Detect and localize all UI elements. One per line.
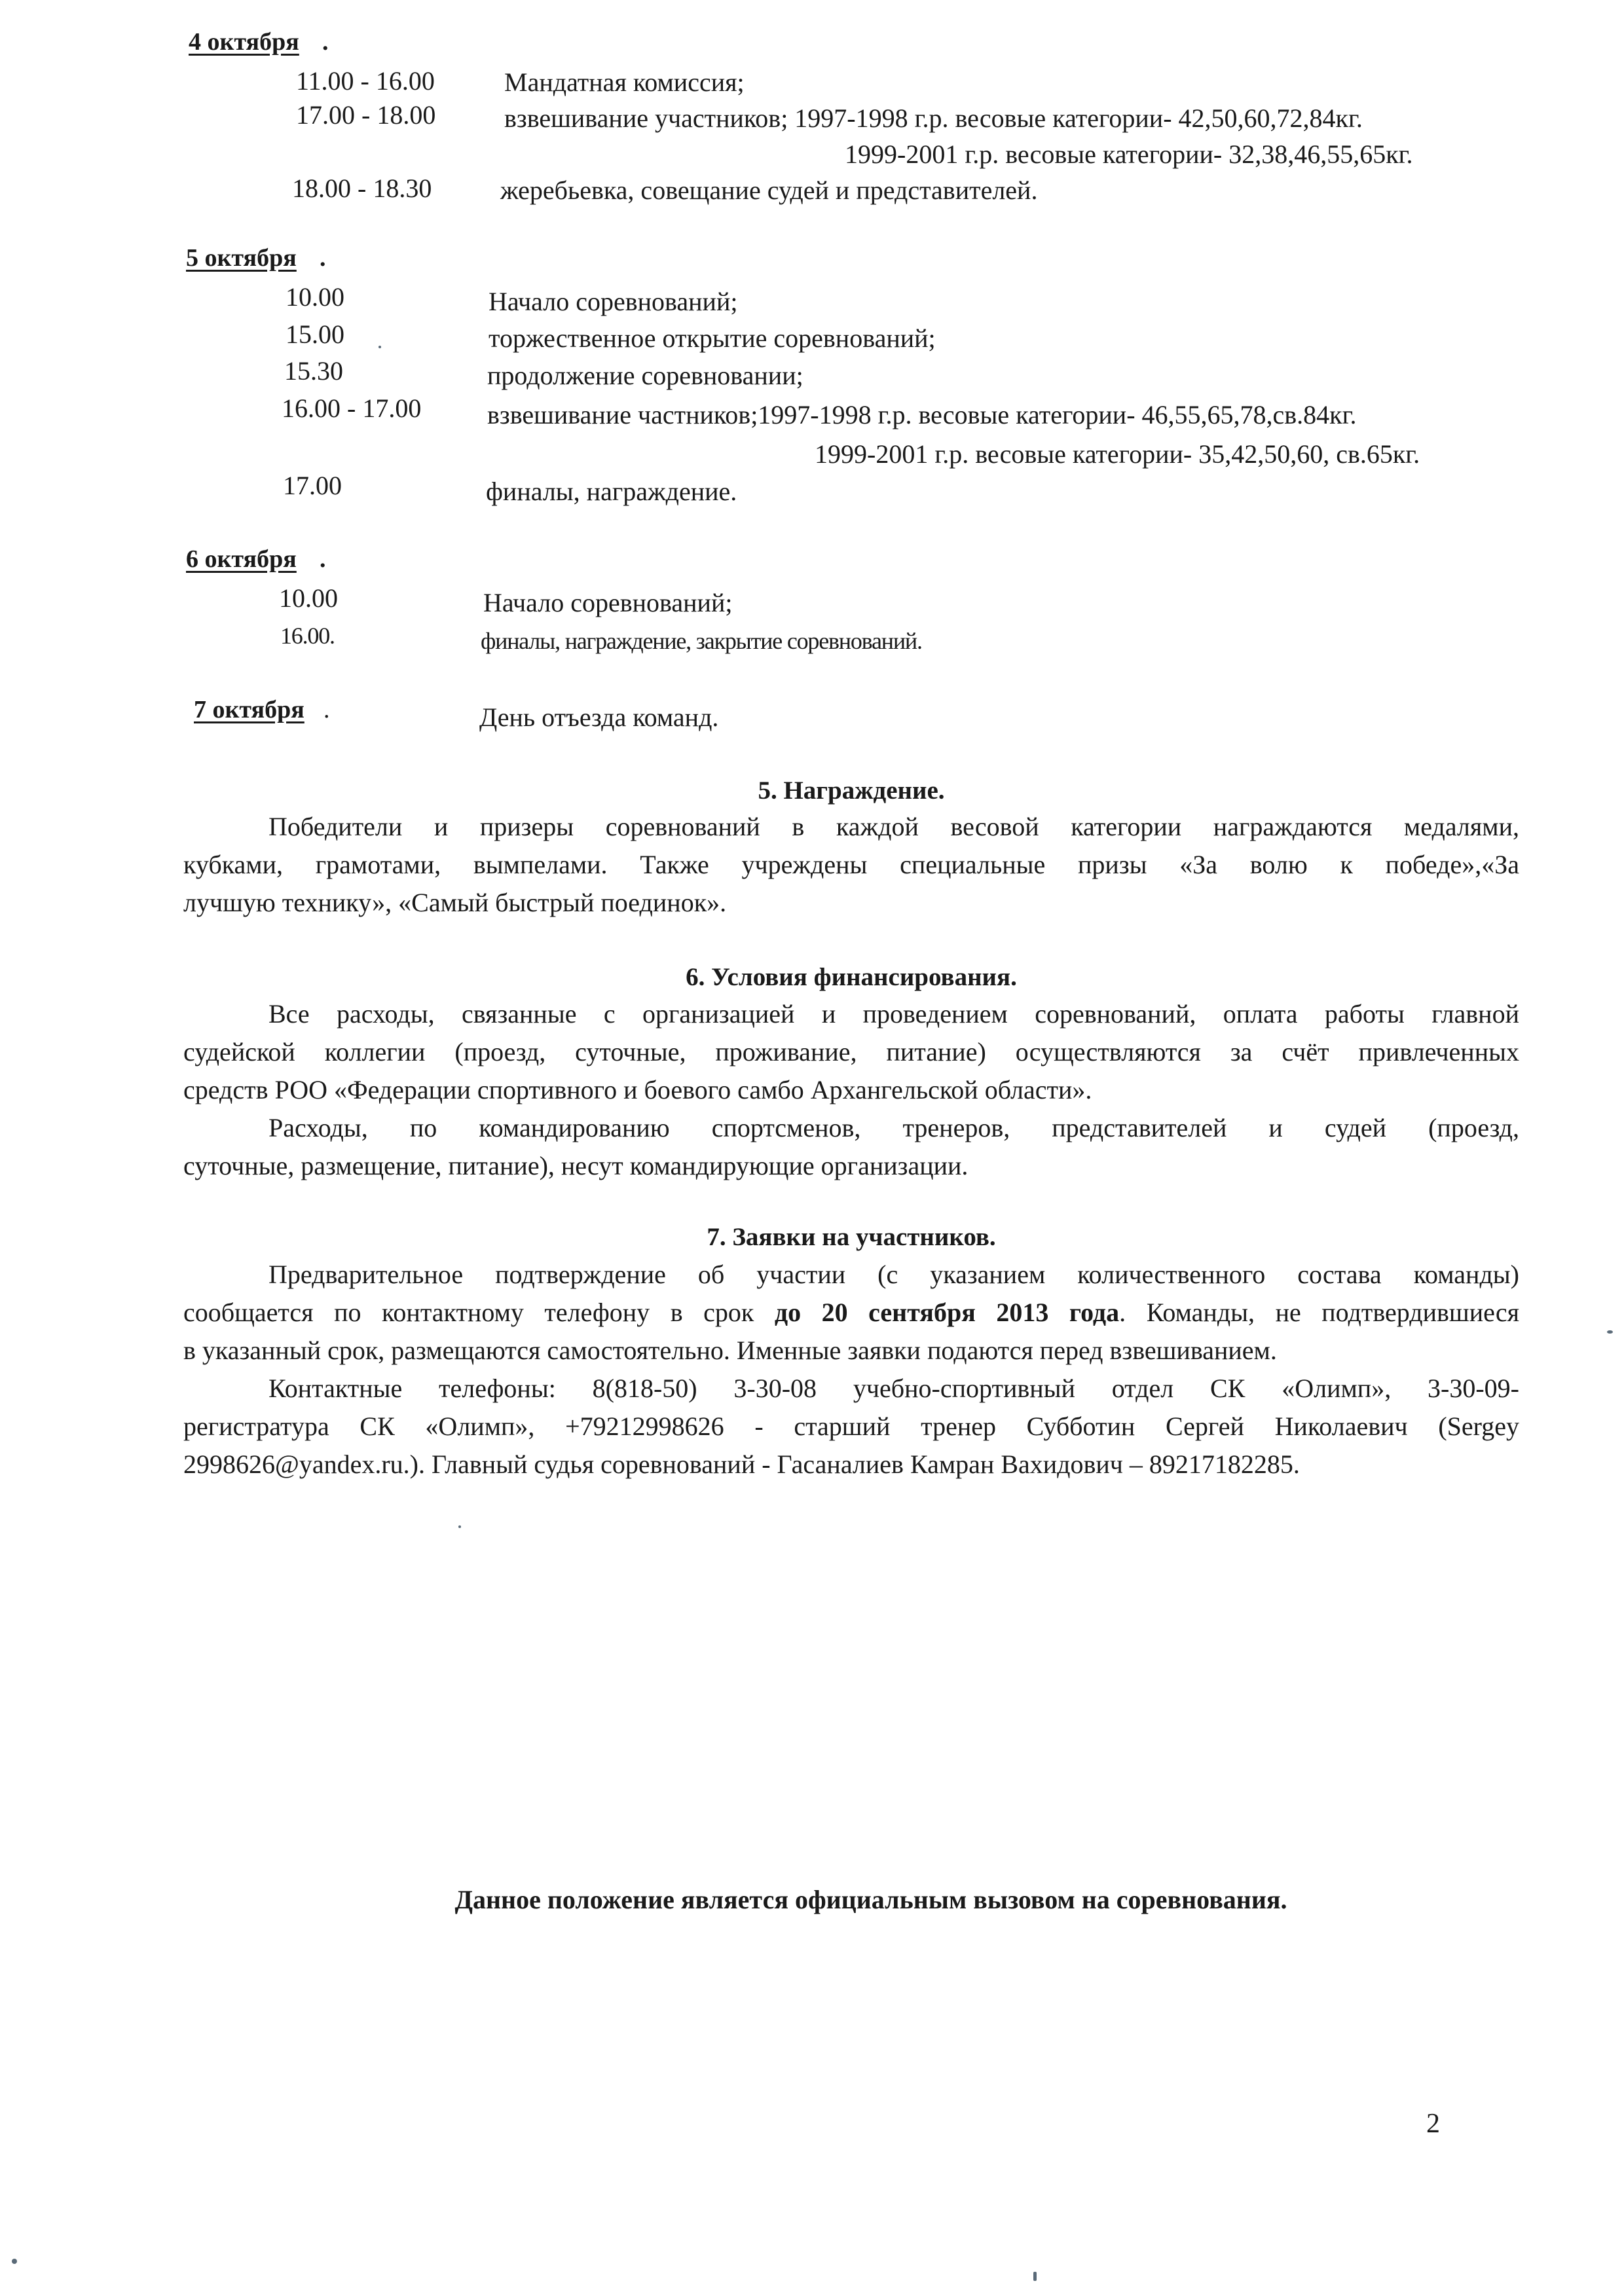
text-line: кубками, грамотами, вымпелами. Также учреждены специальные призы «За волю к победе»,«За — [183, 850, 1519, 879]
day-heading-oct-5: 5 октября — [186, 244, 297, 272]
schedule-time: 17.00 - 18.00 — [296, 100, 436, 130]
schedule-event: торжественное открытие соревнований; — [489, 323, 936, 353]
schedule-event: День отъезда команд. — [479, 702, 719, 732]
day-heading-dot: . — [323, 696, 330, 723]
schedule-time: 15.30 — [284, 356, 343, 386]
day-heading-dot: . — [320, 244, 326, 272]
schedule-event: продолжение соревновании; — [487, 361, 803, 390]
scan-speck — [12, 2259, 17, 2264]
section-6-paragraph-1 — [183, 995, 1519, 1109]
text-line — [183, 1294, 1519, 1332]
text-line: Расходы, по командированию спортсменов, тренеров, представителей и судей (проезд, — [268, 1113, 1519, 1142]
scan-speck — [1033, 2272, 1037, 2281]
schedule-time: 15.00 — [286, 319, 344, 349]
section-7-paragraph-2 — [183, 1370, 1519, 1484]
text-line: регистратура СК «Олимп», +79212998626 - старший тренер Субботин Сергей Николаевич (Sergey — [183, 1412, 1519, 1441]
schedule-event: Начало соревнований; — [483, 588, 733, 617]
schedule-time: 16.00 - 17.00 — [282, 393, 422, 423]
schedule-time: 10.00 — [279, 583, 338, 613]
text-line: 2998626@yandex.ru.). Главный судья соревнований - Гасаналиев Камран Вахидович – 89217182285. — [183, 1449, 1300, 1479]
day-heading-dot: . — [322, 28, 329, 56]
schedule-event: Мандатная комиссия; — [504, 67, 745, 97]
schedule-event: 1999-2001 г.р. весовые категории- 32,38,46,55,65кг. — [845, 139, 1413, 169]
schedule-event: Начало соревнований; — [489, 287, 738, 316]
schedule-event: жеребьевка, совещание судей и представителей. — [500, 175, 1038, 205]
section-7-title: 7. Заявки на участников. — [707, 1223, 996, 1251]
text-line: суточные, размещение, питание), несут командирующие организации. — [183, 1151, 969, 1180]
section-6-title: 6. Условия финансирования. — [686, 963, 1017, 991]
schedule-event: взвешивание участников; 1997-1998 г.р. весовые категории- 42,50,60,72,84кг. — [504, 103, 1363, 133]
scan-speck — [1607, 1330, 1613, 1334]
scan-speck — [458, 1525, 461, 1528]
schedule-event: взвешивание частников;1997-1998 г.р. весовые категории- 46,55,65,78,св.84кг. — [487, 400, 1357, 429]
text-line: Победители и призеры соревнований в каждой весовой категории награждаются медалями, — [268, 812, 1519, 841]
schedule-event: финалы, награждение. — [486, 477, 737, 506]
official-call-note: Данное положение является официальным вызовом на соревнования. — [454, 1885, 1287, 1914]
day-heading-dot: . — [320, 545, 326, 573]
day-heading-oct-6: 6 октября — [186, 545, 297, 573]
section-5-paragraph — [183, 808, 1519, 922]
text-line: судейской коллегии (проезд, суточные, проживание, питание) осуществляются за счёт привлеченных — [183, 1037, 1519, 1066]
text-segment: сообщается по контактному телефону в срок — [183, 1298, 775, 1327]
section-6-paragraph-2 — [183, 1109, 1519, 1185]
schedule-time: 18.00 - 18.30 — [292, 173, 432, 203]
day-heading-oct-4: 4 октября — [189, 28, 299, 56]
schedule-event: 1999-2001 г.р. весовые категории- 35,42,50,60, св.65кг. — [815, 439, 1420, 469]
day-heading-oct-7: 7 октября — [194, 696, 304, 723]
page-number: 2 — [1426, 2109, 1440, 2139]
text-line: Предварительное подтверждение об участии (с указанием количественного состава команды) — [268, 1260, 1519, 1289]
text-line: Все расходы, связанные с организацией и проведением соревнований, оплата работы главной — [268, 999, 1519, 1029]
schedule-time: 16.00. — [280, 623, 335, 649]
schedule-time: 11.00 - 16.00 — [296, 66, 435, 96]
text-line: средств РОО «Федерации спортивного и боевого самбо Архангельской области». — [183, 1075, 1092, 1104]
text-line: Контактные телефоны: 8(818-50) 3-30-08 учебно-спортивный отдел СК «Олимп», 3-30-09- — [268, 1374, 1519, 1403]
section-7-paragraph-1 — [183, 1256, 1519, 1370]
schedule-event: финалы, награждение, закрытие соревнований. — [481, 628, 922, 654]
text-line: в указанный срок, размещаются самостоятельно. Именные заявки подаются перед взвешиванием. — [183, 1336, 1277, 1365]
schedule-time: 10.00 — [286, 282, 344, 312]
scan-speck — [378, 346, 381, 348]
deadline-date: до 20 сентября 2013 года — [774, 1298, 1120, 1327]
schedule-time: 17.00 — [283, 471, 342, 500]
text-line: лучшую технику», «Самый быстрый поединок». — [183, 888, 727, 917]
text-segment: . Команды, не подтвердившиеся — [1119, 1298, 1519, 1327]
section-5-title: 5. Награждение. — [758, 776, 945, 805]
